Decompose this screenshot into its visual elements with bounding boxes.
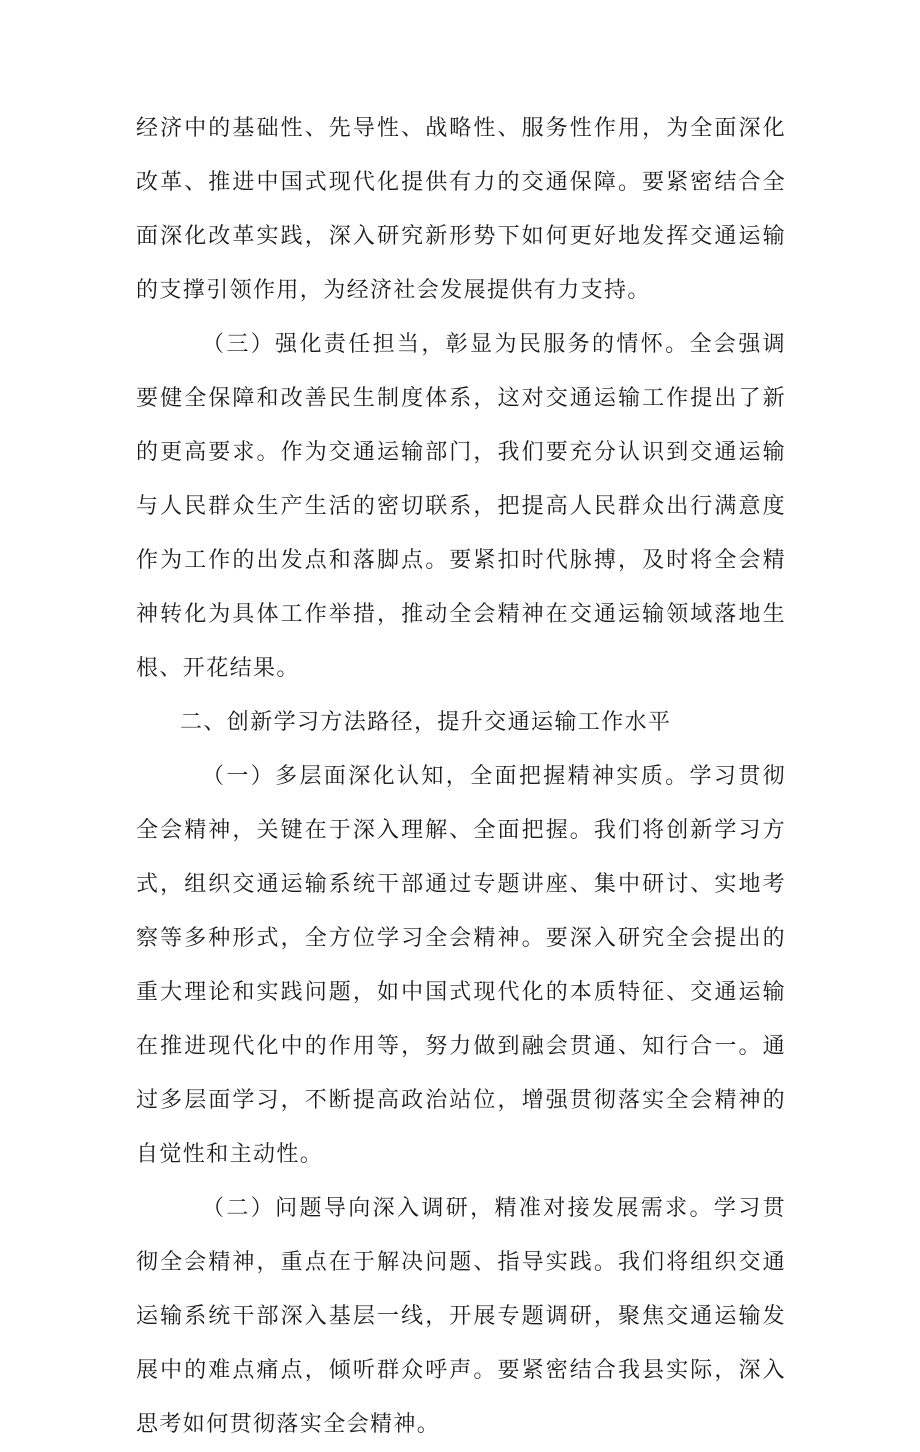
paragraph-subsection-3: （三）强化责任担当，彰显为民服务的情怀。全会强调要健全保障和改善民生制度体系，这对交通运输工作提出了新的更高要求。作为交通运输部门，我们要充分认识到交通运输与人民群众生产生活的密切联系，把提高人民群众出行满意度作为工作的出发点和落脚点。要紧扣时代脉搏，及时将全会精神转化为具体工作举措，推动全会精神在交通运输领域落地生根、开花结果。 bbox=[136, 332, 786, 681]
section-heading-2: 二、创新学习方法路径，提升交通运输工作水平 bbox=[180, 710, 672, 735]
paragraph-subsection-1: （一）多层面深化认知，全面把握精神实质。学习贯彻全会精神，关键在于深入理解、全面把握。我们将创新学习方式，组织交通运输系统干部通过专题讲座、集中研讨、实地考察等多种形式，全方位学习全会精神。要深入研究全会提出的重大理论和实践问题，如中国式现代化的本质特征、交通运输在推进现代化中的作用等，努力做到融会贯通、知行合一。通过多层面学习，不断提高政治站位，增强贯彻落实全会精神的自觉性和主动性。 bbox=[136, 764, 786, 1167]
paragraph-subsection-2: （二）问题导向深入调研，精准对接发展需求。学习贯彻全会精神，重点在于解决问题、指导实践。我们将组织交通运输系统干部深入基层一线，开展专题调研，聚焦交通运输发展中的难点痛点，倾听群众呼声。要紧密结合我县实际，深入思考如何贯彻落实全会精神。 bbox=[136, 1196, 786, 1437]
paragraph-continuation: 经济中的基础性、先导性、战略性、服务性作用，为全面深化改革、推进中国式现代化提供有力的交通保障。要紧密结合全面深化改革实践，深入研究新形势下如何更好地发挥交通运输的支撑引领作用，为经济社会发展提供有力支持。 bbox=[136, 116, 786, 303]
document-body bbox=[136, 102, 786, 1452]
